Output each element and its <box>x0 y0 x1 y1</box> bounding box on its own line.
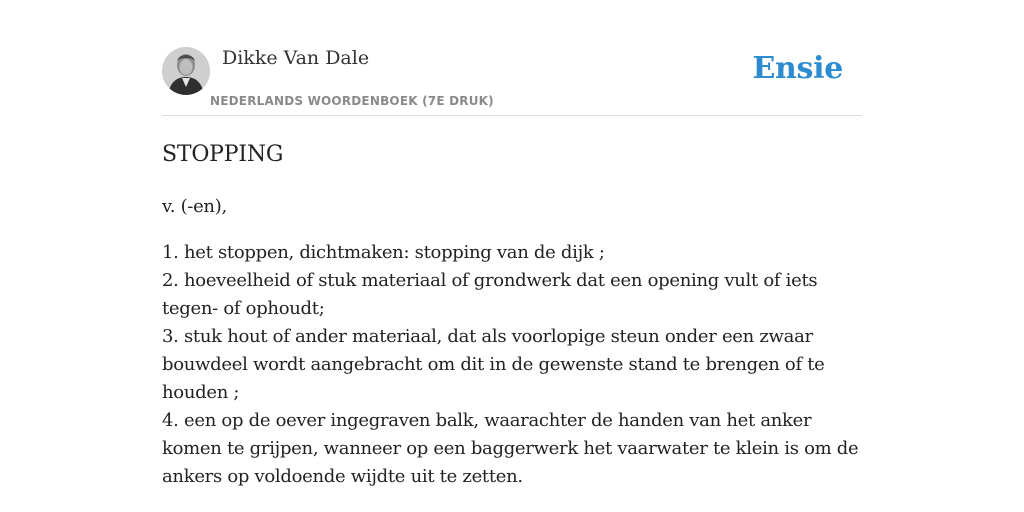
entry-title: STOPPING <box>162 142 284 167</box>
source-title: NEDERLANDS WOORDENBOEK (7E DRUK) <box>210 94 494 108</box>
grammar-note: v. (-en), <box>162 196 227 217</box>
entry-card <box>162 0 862 487</box>
brand-logo[interactable]: Ensie <box>752 51 843 86</box>
source-header <box>162 0 862 116</box>
author-portrait-icon <box>162 47 210 95</box>
definition-item: 3. stuk hout of ander materiaal, dat als voorlopige steun onder een zwaar bouwdeel wordt aangebracht om dit in de gewenste stand te brengen of te houden ; <box>162 326 825 403</box>
author-name[interactable]: Dikke Van Dale <box>222 47 370 69</box>
definition-item: 1. het stoppen, dichtmaken: stopping van de dijk ; <box>162 242 605 263</box>
definition-item: 2. hoeveelheid of stuk materiaal of grondwerk dat een opening vult of iets tegen- of ophoudt; <box>162 270 818 319</box>
definitions-list <box>162 239 870 491</box>
author-avatar <box>162 47 210 95</box>
definition-item: 4. een op de oever ingegraven balk, waarachter de handen van het anker komen te grijpen, wanneer op een baggerwerk het vaarwater te klein is om de ankers op voldoende wijdte uit te zetten. <box>162 410 859 487</box>
